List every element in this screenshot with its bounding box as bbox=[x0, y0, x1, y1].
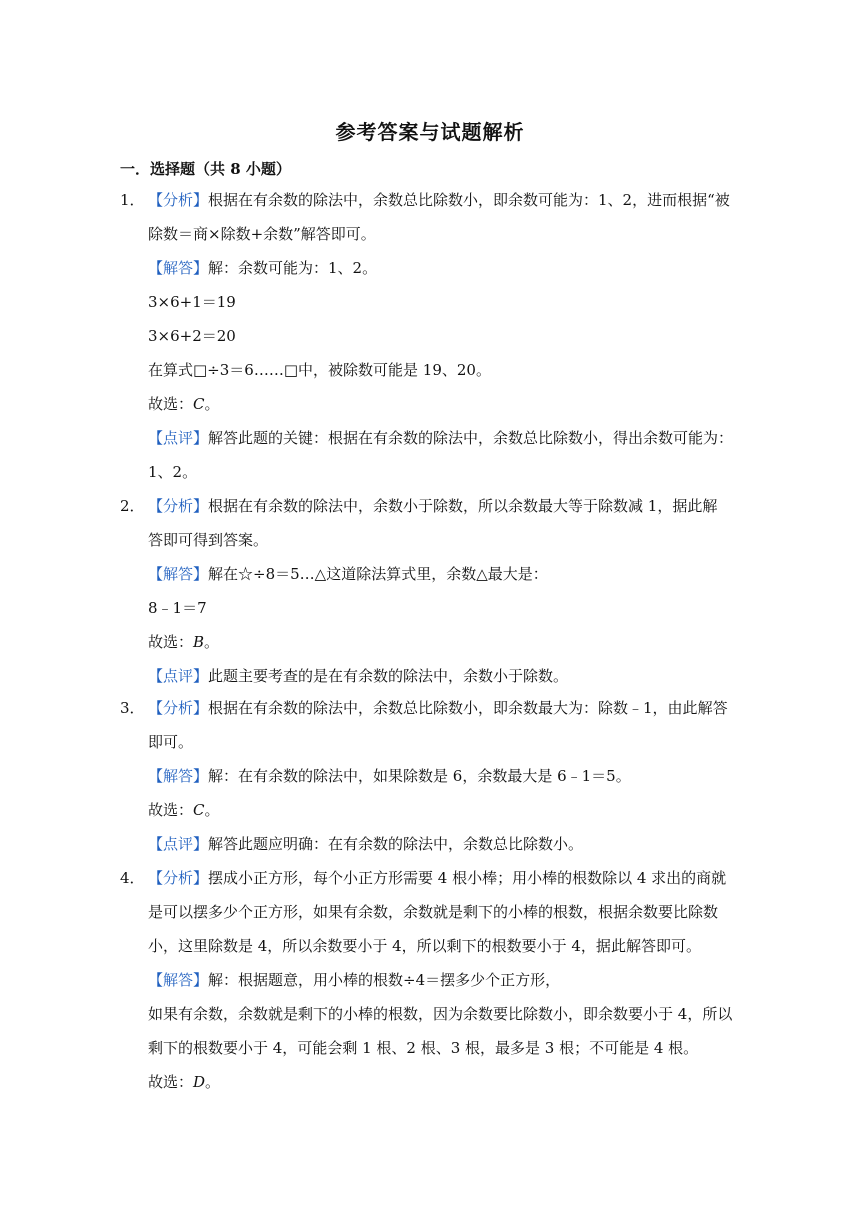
q4-choice: 故选：D。 bbox=[148, 1073, 221, 1091]
q2-analysis-line-1: 【分析】根据在有余数的除法中，余数小于除数，所以余数最大等于除数减 1，据此解 bbox=[148, 497, 718, 515]
question-3-number: 3． bbox=[120, 699, 145, 717]
q2-analysis-line-2: 答即可得到答案。 bbox=[148, 531, 269, 549]
q1-analysis-line-1: 【分析】根据在有余数的除法中，余数总比除数小，即余数可能为：1、2，进而根据“被 bbox=[148, 191, 730, 209]
q3-comment-line-1: 【点评】解答此题应明确：在有余数的除法中，余数总比除数小。 bbox=[148, 835, 584, 853]
comment-tag: 【点评】 bbox=[148, 429, 209, 447]
answer-tag: 【解答】 bbox=[148, 971, 209, 989]
q1-calc-2: 3×6+2＝20 bbox=[148, 327, 236, 345]
q1-choice: 故选：C。 bbox=[148, 395, 220, 413]
analysis-tag: 【分析】 bbox=[148, 869, 209, 887]
analysis-tag: 【分析】 bbox=[148, 699, 209, 717]
page-title: 参考答案与试题解析 bbox=[335, 120, 525, 144]
q1-answer-line-1: 【解答】解：余数可能为：1、2。 bbox=[148, 259, 378, 277]
q1-calc-3: 在算式□÷3＝6……□中，被除数可能是 19、20。 bbox=[148, 361, 491, 379]
answer-tag: 【解答】 bbox=[148, 259, 209, 277]
analysis-tag: 【分析】 bbox=[148, 497, 209, 515]
q4-analysis-line-2: 是可以摆多少个正方形，如果有余数，余数就是剩下的小棒的根数，根据余数要比除数 bbox=[148, 903, 719, 921]
q4-analysis-line-3: 小，这里除数是 4，所以余数要小于 4，所以剩下的根数要小于 4，据此解答即可。 bbox=[148, 937, 701, 955]
q2-choice: 故选：B。 bbox=[148, 633, 220, 651]
answer-tag: 【解答】 bbox=[148, 767, 209, 785]
q4-analysis-line-1: 【分析】摆成小正方形，每个小正方形需要 4 根小棒；用小棒的根数除以 4 求出的商就 bbox=[148, 869, 727, 887]
analysis-tag: 【分析】 bbox=[148, 191, 209, 209]
q1-analysis-line-2: 除数＝商×除数+余数”解答即可。 bbox=[148, 225, 376, 243]
comment-tag: 【点评】 bbox=[148, 835, 209, 853]
q2-calc-1: 8﹣1＝7 bbox=[148, 599, 207, 617]
q1-comment-line-2: 1、2。 bbox=[148, 463, 198, 481]
answer-tag: 【解答】 bbox=[148, 565, 209, 583]
q4-answer-line-3: 剩下的根数要小于 4，可能会剩 1 根、2 根、3 根，最多是 3 根；不可能是 4 根。 bbox=[148, 1039, 699, 1057]
q3-answer-line-1: 【解答】解：在有余数的除法中，如果除数是 6，余数最大是 6﹣1＝5。 bbox=[148, 767, 631, 785]
q4-answer-line-1: 【解答】解：根据题意，用小棒的根数÷4＝摆多少个正方形， bbox=[148, 971, 561, 989]
q1-comment-line-1: 【点评】解答此题的关键：根据在有余数的除法中，余数总比除数小，得出余数可能为： bbox=[148, 429, 734, 447]
question-4-number: 4． bbox=[120, 869, 145, 887]
q3-analysis-line-1: 【分析】根据在有余数的除法中，余数总比除数小，即余数最大为：除数﹣1，由此解答 bbox=[148, 699, 728, 717]
section-heading: 一．选择题（共 8 小题） bbox=[120, 160, 291, 178]
q4-answer-line-2: 如果有余数，余数就是剩下的小棒的根数，因为余数要比除数小，即余数要小于 4，所以 bbox=[148, 1005, 733, 1023]
q1-calc-1: 3×6+1＝19 bbox=[148, 293, 236, 311]
question-2-number: 2． bbox=[120, 497, 145, 515]
q3-analysis-line-2: 即可。 bbox=[148, 733, 194, 751]
q2-answer-line-1: 【解答】解在☆÷8＝5…△这道除法算式里，余数△最大是： bbox=[148, 565, 548, 583]
q2-comment-line-1: 【点评】此题主要考查的是在有余数的除法中，余数小于除数。 bbox=[148, 667, 569, 685]
comment-tag: 【点评】 bbox=[148, 667, 209, 685]
question-1-number: 1． bbox=[120, 191, 145, 209]
q3-choice: 故选：C。 bbox=[148, 801, 220, 819]
